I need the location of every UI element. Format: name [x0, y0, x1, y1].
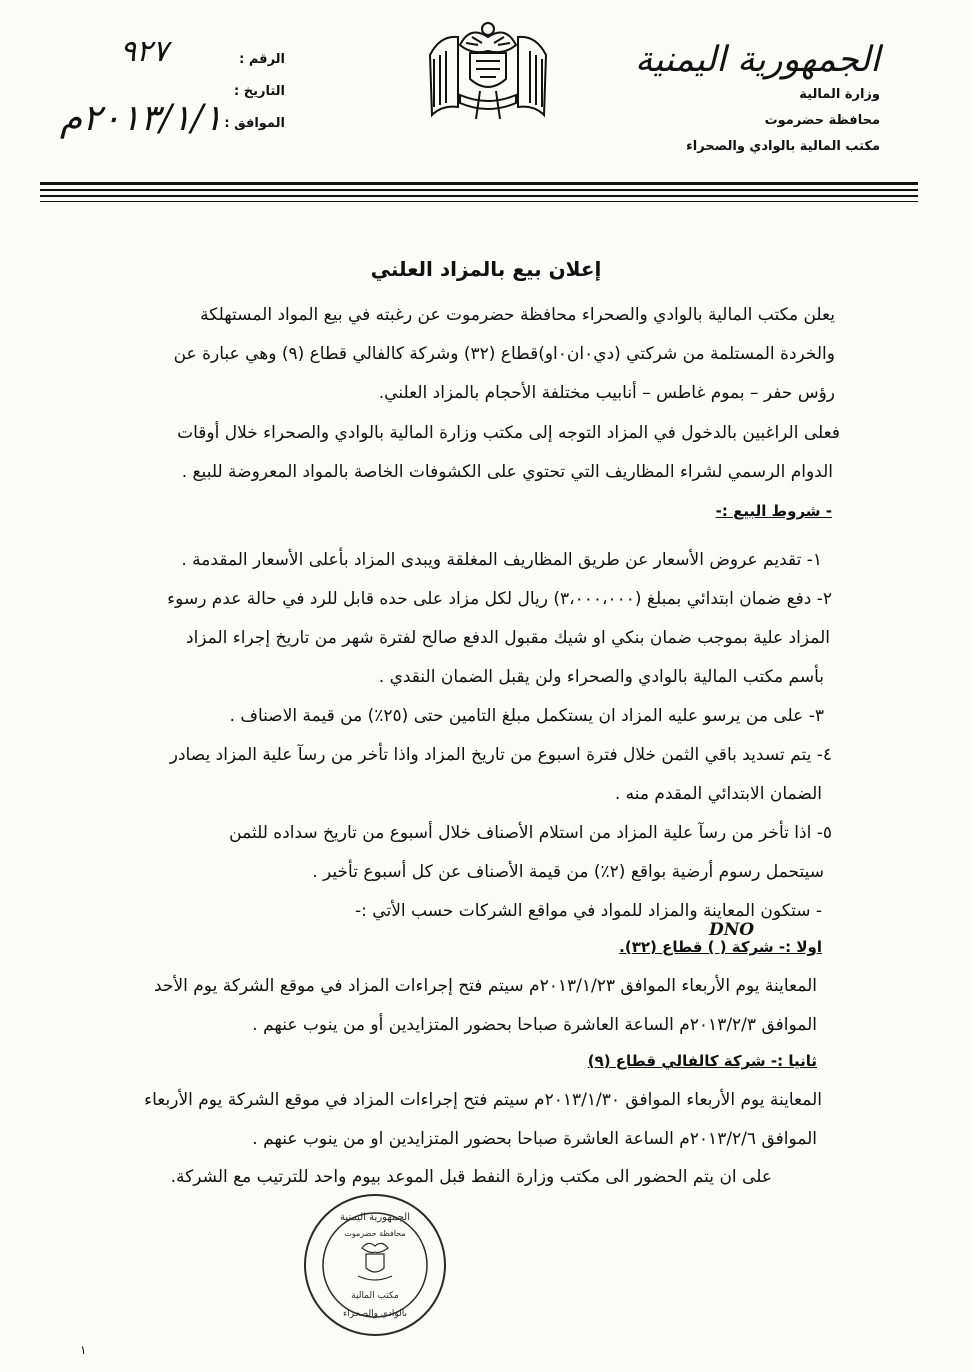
- first-company-line: المعاينة يوم الأربعاء الموافق ٢٠١٣/١/٢٣م سيتم فتح إجراءات المزاد في موقع الشركة يوم الأحد: [154, 976, 817, 996]
- document-title: إعلان بيع بالمزاد العلني: [370, 257, 602, 281]
- official-seal-stamp: [300, 1190, 450, 1340]
- handwritten-company-name: DNO: [709, 920, 755, 940]
- yemen-emblem-icon: [420, 15, 556, 127]
- condition-2: ٢- دفع ضمان ابتدائي بمبلغ (٣،٠٠٠،٠٠٠) ريال لكل مزاد على حده قابل للرد في حالة عدم رسوء: [167, 589, 832, 609]
- first-company-line: الموافق ٢٠١٣/٢/٣م الساعة العاشرة صباحا بحضور المتزايدين أو من ينوب عنهم .: [252, 1015, 817, 1035]
- header-divider: [40, 189, 918, 191]
- office-name: مكتب المالية بالوادي والصحراء: [686, 139, 880, 154]
- condition-3: ٣- على من يرسو عليه المزاد ان يستكمل مبلغ التامين حتى (٢٥٪) من قيمة الاصناف .: [229, 706, 824, 726]
- seal-text-office: مكتب المالية: [351, 1291, 399, 1301]
- ministry-name: وزارة المالية: [799, 87, 880, 102]
- condition-5-continued: سيتحمل رسوم أرضية بواقع (٢٪) من قيمة الأصناف عن كل أسبوع تأخير .: [312, 862, 824, 882]
- reference-block: [60, 34, 285, 148]
- condition-2-continued: المزاد علية بموجب ضمان بنكي او شيك مقبول الدفع صالح لفترة شهر من تاريخ إجراء المزاد: [186, 628, 830, 648]
- second-company-line: المعاينة يوم الأربعاء الموافق ٢٠١٣/١/٣٠م سيتم فتح إجراءات المزاد في موقع الشركة يوم الأربعاء: [144, 1090, 822, 1110]
- second-company-line: الموافق ٢٠١٣/٢/٦م الساعة العاشرة صباحا بحضور المتزايدين او من ينوب عنهم .: [252, 1129, 817, 1149]
- condition-4: ٤- يتم تسديد باقي الثمن خلال فترة اسبوع من تاريخ المزاد واذا تأخر من رسآ علية المزاد يصادر: [169, 745, 832, 765]
- intro-line: والخردة المستلمة من شركتي (دي٠ان٠او)قطاع (٣٢) وشركة كالفالي قطاع (٩) وهي عبارة عن: [173, 344, 835, 364]
- page-number: ١: [80, 1343, 87, 1357]
- reference-number: ٩٢٧: [120, 34, 169, 69]
- invitation-line: الدوام الرسمي لشراء المظاريف التي تحتوي على الكشوفات الخاصة بالمواد المعروضة للبيع .: [181, 462, 833, 482]
- header-divider: [40, 182, 918, 185]
- seal-text-republic: الجمهورية اليمنية: [339, 1212, 411, 1223]
- header-divider: [40, 201, 918, 202]
- closing-note: على ان يتم الحضور الى مكتب وزارة النفط قبل الموعد بيوم واحد للترتيب مع الشركة.: [170, 1167, 772, 1187]
- conditions-heading: - شروط البيع :-: [715, 502, 832, 520]
- first-company-heading: اولا :- شركة ( ) قطاع (٣٢).: [619, 938, 822, 956]
- governorate-name: محافظة حضرموت: [764, 113, 880, 128]
- seal-text-governorate: محافظة حضرموت: [344, 1229, 406, 1238]
- invitation-line: فعلى الراغبين بالدخول في المزاد التوجه إلى مكتب وزارة المالية بالوادي والصحراء خلال أوقات: [177, 423, 840, 443]
- intro-line: رؤس حفر – بموم غاطس – أنابيب مختلفة الأحجام بالمزاد العلني.: [378, 383, 835, 403]
- republic-title: الجمهورية اليمنية: [634, 40, 880, 80]
- condition-2-continued: بأسم مكتب المالية بالوادي والصحراء ولن يقبل الضمان النقدي .: [378, 667, 824, 687]
- number-label: الرقم :: [239, 52, 285, 67]
- seal-text-region: بالوادي والصحراء: [343, 1309, 407, 1319]
- header-divider: [40, 195, 918, 197]
- letterhead: [634, 30, 880, 160]
- condition-4-continued: الضمان الابتدائي المقدم منه .: [614, 784, 822, 804]
- intro-line: يعلن مكتب المالية بالوادي والصحراء محافظة حضرموت عن رغبته في بيع المواد المستهلكة: [200, 305, 835, 325]
- condition-1: ١- تقديم عروض الأسعار عن طريق المظاريف المغلقة ويبدى المزاد بأعلى الأسعار المقدمة .: [181, 550, 822, 570]
- second-company-heading: ثانيا :- شركة كالفالي قطاع (٩): [587, 1052, 817, 1070]
- reference-date: ٢٠١٣/١/١م: [60, 98, 223, 139]
- condition-5: ٥- اذا تأخر من رسآ علية المزاد من استلام الأصناف خلال أسبوع من تاريخ سداده للثمن: [229, 823, 832, 843]
- date-label: التاريخ :: [234, 84, 285, 99]
- corresponding-label: الموافق :: [224, 116, 285, 131]
- condition-6: - ستكون المعاينة والمزاد للمواد في مواقع الشركات حسب الأتي :-: [355, 901, 822, 921]
